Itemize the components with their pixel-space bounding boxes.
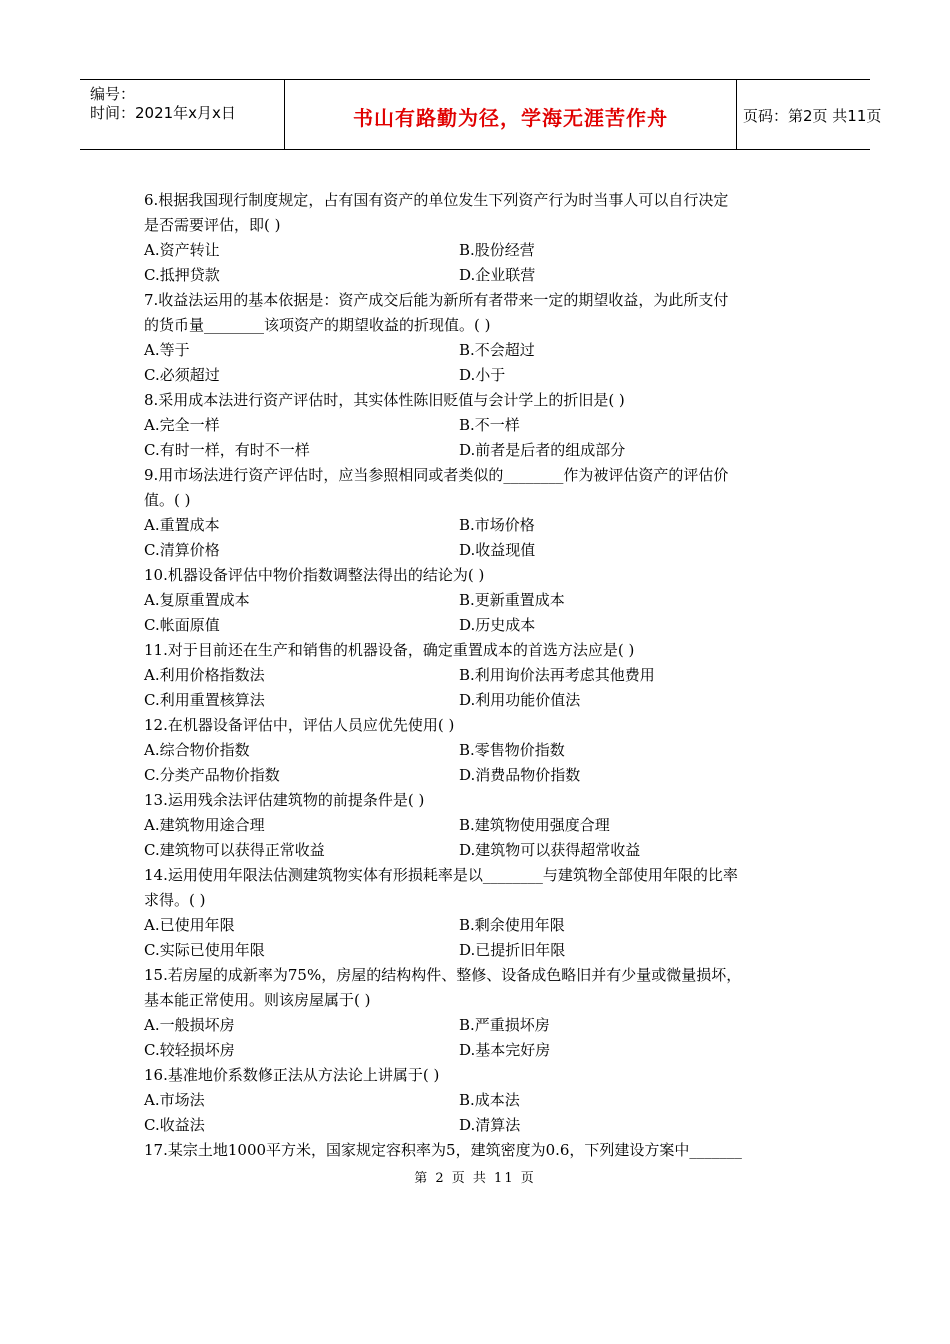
question-item (144, 1138, 824, 1163)
answer-option: A.建筑物用途合理 (144, 816, 265, 834)
question-stem-line: 11.对于目前还在生产和销售的机器设备，确定重置成本的首选方法应是( ) (144, 641, 635, 659)
answer-option: C.必须超过 (144, 366, 220, 384)
question-item (144, 963, 824, 1063)
header-info-cell (80, 80, 284, 149)
page-header (80, 79, 882, 150)
document-number-label: 编号： (90, 85, 136, 103)
question-stem-line: 14.运用使用年限法估测建筑物实体有形损耗率是以________与建筑物全部使用年限的比率 (144, 866, 738, 884)
question-item (144, 713, 824, 788)
answer-option: A.完全一样 (144, 416, 220, 434)
question-item (144, 563, 824, 638)
question-stem-line: 12.在机器设备评估中，评估人员应优先使用( ) (144, 716, 455, 734)
question-item (144, 463, 824, 563)
option-row (144, 1088, 824, 1113)
answer-option: C.分类产品物价指数 (144, 766, 280, 784)
option-row (144, 688, 824, 713)
question-list (144, 188, 824, 1163)
option-row (144, 663, 824, 688)
header-page-info: 页码：第2页 共11页 (743, 107, 882, 125)
answer-option: D.清算法 (459, 1116, 521, 1134)
answer-option: B.更新重置成本 (459, 591, 565, 609)
option-row (144, 538, 824, 563)
answer-option: C.利用重置核算法 (144, 691, 265, 709)
question-stem-line: 的货币量________该项资产的期望收益的折现值。( ) (144, 316, 491, 334)
option-row (144, 1013, 824, 1038)
header-motto-cell (284, 80, 737, 149)
option-row (144, 338, 824, 363)
answer-option: C.建筑物可以获得正常收益 (144, 841, 325, 859)
answer-option: C.清算价格 (144, 541, 220, 559)
option-row (144, 738, 824, 763)
option-row (144, 513, 824, 538)
question-stem-line: 值。( ) (144, 491, 191, 509)
answer-option: D.基本完好房 (459, 1041, 551, 1059)
question-stem-line: 7.收益法运用的基本依据是：资产成交后能为新所有者带来一定的期望收益，为此所支付 (144, 291, 729, 309)
answer-option: A.等于 (144, 341, 190, 359)
answer-option: D.历史成本 (459, 616, 536, 634)
answer-option: D.建筑物可以获得超常收益 (459, 841, 641, 859)
option-row (144, 588, 824, 613)
answer-option: B.成本法 (459, 1091, 520, 1109)
option-row (144, 1038, 824, 1063)
option-row (144, 1113, 824, 1138)
answer-option: D.利用功能价值法 (459, 691, 581, 709)
question-stem-line: 9.用市场法进行资产评估时，应当参照相同或者类似的________作为被评估资产的评估价 (144, 466, 729, 484)
answer-option: C.抵押贷款 (144, 266, 220, 284)
option-row (144, 438, 824, 463)
header-page-cell (736, 80, 882, 149)
question-stem-line: 13.运用残余法评估建筑物的前提条件是( ) (144, 791, 425, 809)
answer-option: B.建筑物使用强度合理 (459, 816, 610, 834)
option-row (144, 938, 824, 963)
option-row (144, 238, 824, 263)
answer-option: D.已提折旧年限 (459, 941, 566, 959)
answer-option: A.重置成本 (144, 516, 220, 534)
answer-option: D.前者是后者的组成部分 (459, 441, 626, 459)
answer-option: C.有时一样，有时不一样 (144, 441, 310, 459)
page-footer: 第 2 页 共 11 页 (414, 1171, 536, 1186)
question-item (144, 863, 824, 963)
answer-option: B.剩余使用年限 (459, 916, 565, 934)
option-row (144, 263, 824, 288)
answer-option: A.复原重置成本 (144, 591, 250, 609)
answer-option: C.收益法 (144, 1116, 205, 1134)
document-time-label: 时间：2021年x月x日 (90, 104, 236, 122)
answer-option: C.帐面原值 (144, 616, 220, 634)
answer-option: B.不会超过 (459, 341, 535, 359)
question-stem-line: 基本能正常使用。则该房屋属于( ) (144, 991, 371, 1009)
question-stem-line: 6.根据我国现行制度规定，占有国有资产的单位发生下列资产行为时当事人可以自行决定 (144, 191, 729, 209)
question-item (144, 638, 824, 713)
answer-option: D.收益现值 (459, 541, 536, 559)
option-row (144, 613, 824, 638)
option-row (144, 763, 824, 788)
answer-option: C.较轻损坏房 (144, 1041, 235, 1059)
option-row (144, 363, 824, 388)
question-item (144, 1063, 824, 1138)
answer-option: B.股份经营 (459, 241, 535, 259)
question-stem-line: 是否需要评估，即( ) (144, 216, 281, 234)
question-item (144, 188, 824, 288)
header-motto: 书山有路勤为径，学海无涯苦作舟 (353, 106, 668, 130)
question-stem-line: 求得。( ) (144, 891, 206, 909)
question-item (144, 388, 824, 463)
question-stem-line: 16.基准地价系数修正法从方法论上讲属于( ) (144, 1066, 440, 1084)
question-stem-line: 10.机器设备评估中物价指数调整法得出的结论为( ) (144, 566, 485, 584)
option-row (144, 913, 824, 938)
answer-option: D.小于 (459, 366, 506, 384)
answer-option: D.企业联营 (459, 266, 536, 284)
answer-option: A.利用价格指数法 (144, 666, 265, 684)
question-stem-line: 15.若房屋的成新率为75%，房屋的结构构件、整修、设备成色略旧并有少量或微量损坏， (144, 966, 742, 984)
answer-option: B.不一样 (459, 416, 520, 434)
answer-option: B.利用询价法再考虑其他费用 (459, 666, 655, 684)
question-stem-line: 17.某宗土地1000平方米，国家规定容积率为5，建筑密度为0.6，下列建设方案中_______ (144, 1141, 742, 1159)
answer-option: B.零售物价指数 (459, 741, 565, 759)
answer-option: B.严重损坏房 (459, 1016, 550, 1034)
answer-option: B.市场价格 (459, 516, 535, 534)
answer-option: A.综合物价指数 (144, 741, 250, 759)
answer-option: C.实际已使用年限 (144, 941, 265, 959)
answer-option: A.市场法 (144, 1091, 205, 1109)
answer-option: D.消费品物价指数 (459, 766, 581, 784)
question-stem-line: 8.采用成本法进行资产评估时，其实体性陈旧贬值与会计学上的折旧是( ) (144, 391, 625, 409)
option-row (144, 813, 824, 838)
answer-option: A.已使用年限 (144, 916, 235, 934)
question-item (144, 788, 824, 863)
option-row (144, 413, 824, 438)
answer-option: A.一般损坏房 (144, 1016, 235, 1034)
question-item (144, 288, 824, 388)
option-row (144, 838, 824, 863)
answer-option: A.资产转让 (144, 241, 220, 259)
